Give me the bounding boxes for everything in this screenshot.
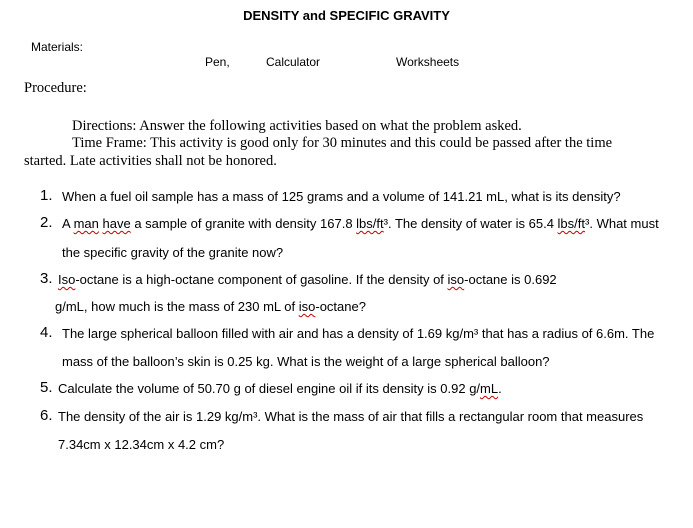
question-number: 2.	[40, 214, 53, 231]
question-4-line-2: mass of the balloon’s skin is 0.25 kg. What is the weight of a large spherical balloon?	[62, 354, 550, 369]
material-item-calculator: Calculator	[266, 55, 321, 69]
question-number: 6.	[40, 407, 53, 424]
question-2-line-1: A man have a sample of granite with density 167.8 lbs/ft³. The density of water is 65.4 lbs/ft³. What must	[62, 216, 659, 231]
material-item-pen: Pen,	[205, 55, 230, 69]
question-3-line-1: Iso-octane is a high-octane component of gasoline. If the density of iso-octane is 0.692	[58, 272, 557, 287]
question-1-line-1: When a fuel oil sample has a mass of 125 grams and a volume of 141.21 mL, what is its density?	[62, 189, 621, 204]
question-6-line-2: 7.34cm x 12.34cm x 4.2 cm?	[58, 437, 225, 452]
question-number: 1.	[40, 187, 53, 204]
question-2-line-2: the specific gravity of the granite now?	[62, 245, 284, 260]
materials-label: Materials:	[31, 40, 84, 54]
question-number: 4.	[40, 324, 53, 341]
directions-line-3: started. Late activities shall not be honored.	[24, 153, 277, 169]
directions-line-1: Directions: Answer the following activities based on what the problem asked.	[72, 118, 522, 134]
procedure-label: Procedure:	[24, 80, 87, 96]
question-number: 5.	[40, 379, 53, 396]
material-item-worksheets: Worksheets	[396, 55, 460, 69]
question-4-line-1: The large spherical balloon filled with air and has a density of 1.69 kg/m³ that has a radius of 6.6m. The	[62, 326, 655, 341]
page-title: DENSITY and SPECIFIC GRAVITY	[243, 8, 450, 23]
question-3-line-2: g/mL, how much is the mass of 230 mL of iso-octane?	[55, 299, 366, 314]
question-number: 3.	[40, 270, 53, 287]
question-6-line-1: The density of the air is 1.29 kg/m³. What is the mass of air that fills a rectangular room that measures	[58, 409, 644, 424]
directions-line-2: Time Frame: This activity is good only for 30 minutes and this could be passed after the time	[72, 135, 613, 151]
question-5-line-1: Calculate the volume of 50.70 g of diesel engine oil if its density is 0.92 g/mL.	[58, 381, 502, 396]
